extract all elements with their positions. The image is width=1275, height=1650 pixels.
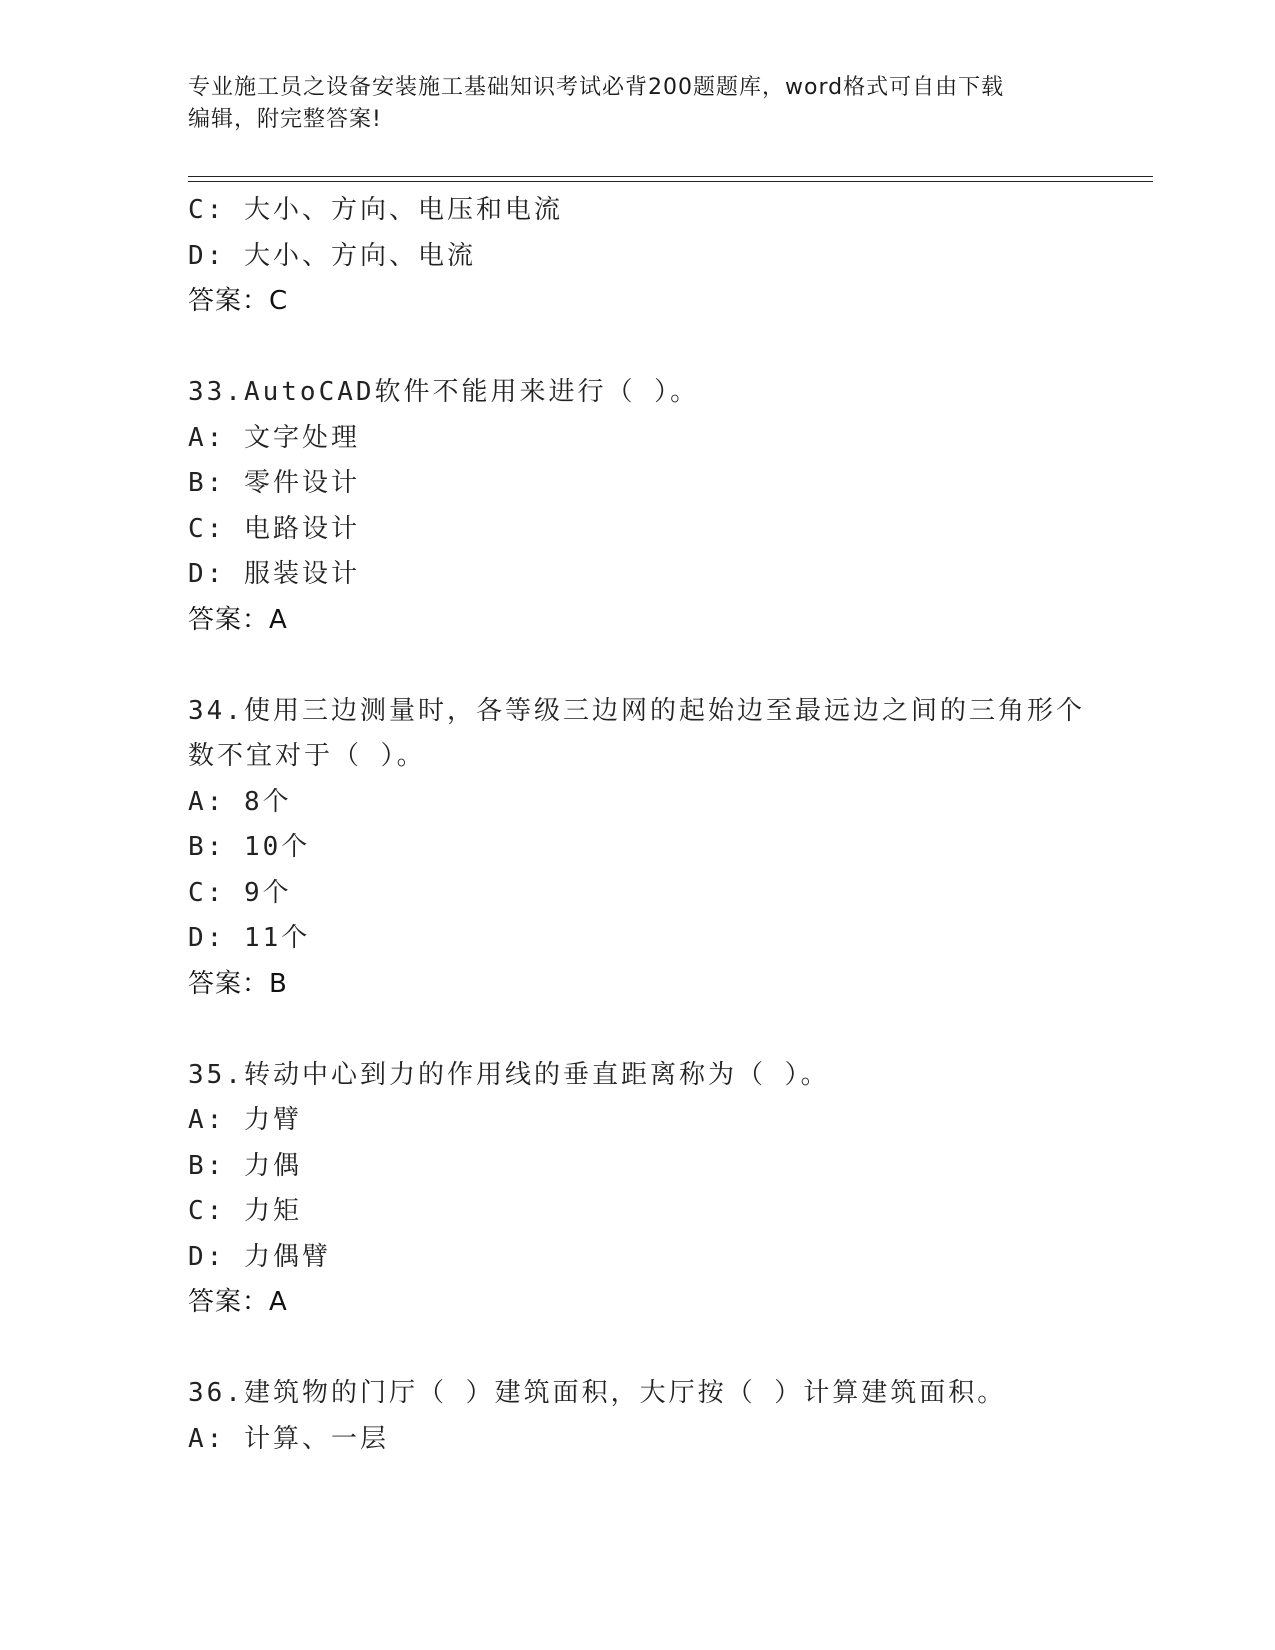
question-36	[188, 1371, 1088, 1462]
spacer	[188, 1326, 1088, 1372]
option-a: A: 文字处理	[188, 422, 360, 453]
option-a: A: 力臂	[188, 1105, 302, 1135]
question-stem: 35.转动中心到力的作用线的垂直距离称为（ ）。	[188, 1059, 830, 1090]
spacer	[188, 325, 1088, 371]
option-d: D: 力偶臂	[188, 1241, 331, 1272]
answer: 答案：C	[188, 286, 289, 316]
option-b: B: 力偶	[188, 1150, 302, 1181]
option-c: C: 大小、方向、电压和电流	[188, 195, 563, 225]
option-b: B: 10个	[188, 832, 311, 862]
question-stem: 33.AutoCAD软件不能用来进行（ ）。	[188, 377, 700, 407]
question-stem: 36.建筑物的门厅（ ）建筑面积，大厅按（ ）计算建筑面积。	[188, 1378, 1007, 1408]
question-35	[188, 1053, 1088, 1326]
header-divider-top	[188, 176, 1153, 177]
option-c: C: 电路设计	[188, 513, 360, 544]
question-32	[188, 188, 1088, 325]
option-d: D: 11个	[188, 923, 311, 953]
option-a: A: 计算、一层	[188, 1423, 389, 1454]
option-d: D: 大小、方向、电流	[188, 240, 476, 271]
header-title-line-2: 编辑，附完整答案!	[188, 107, 382, 132]
option-d: D: 服装设计	[188, 559, 360, 589]
question-list	[188, 188, 1088, 1462]
answer: 答案：B	[188, 968, 288, 999]
answer: 答案：A	[188, 604, 288, 635]
question-stem-line-2: 数不宜对于（ ）。	[188, 741, 426, 771]
question-34	[188, 689, 1088, 1008]
option-c: C: 9个	[188, 877, 292, 908]
question-33	[188, 370, 1088, 643]
option-c: C: 力矩	[188, 1196, 302, 1226]
header-title-line-1: 专业施工员之设备安装施工基础知识考试必背200题题库，word格式可自由下载	[188, 75, 1005, 100]
spacer	[188, 643, 1088, 689]
header-divider-bottom	[188, 181, 1153, 182]
option-b: B: 零件设计	[188, 468, 360, 498]
answer: 答案：A	[188, 1287, 288, 1317]
option-a: A: 8个	[188, 786, 292, 817]
spacer	[188, 1007, 1088, 1053]
question-stem-line-1: 34.使用三边测量时，各等级三边网的起始边至最远边之间的三角形个	[188, 695, 1085, 726]
page-header	[188, 72, 1088, 136]
